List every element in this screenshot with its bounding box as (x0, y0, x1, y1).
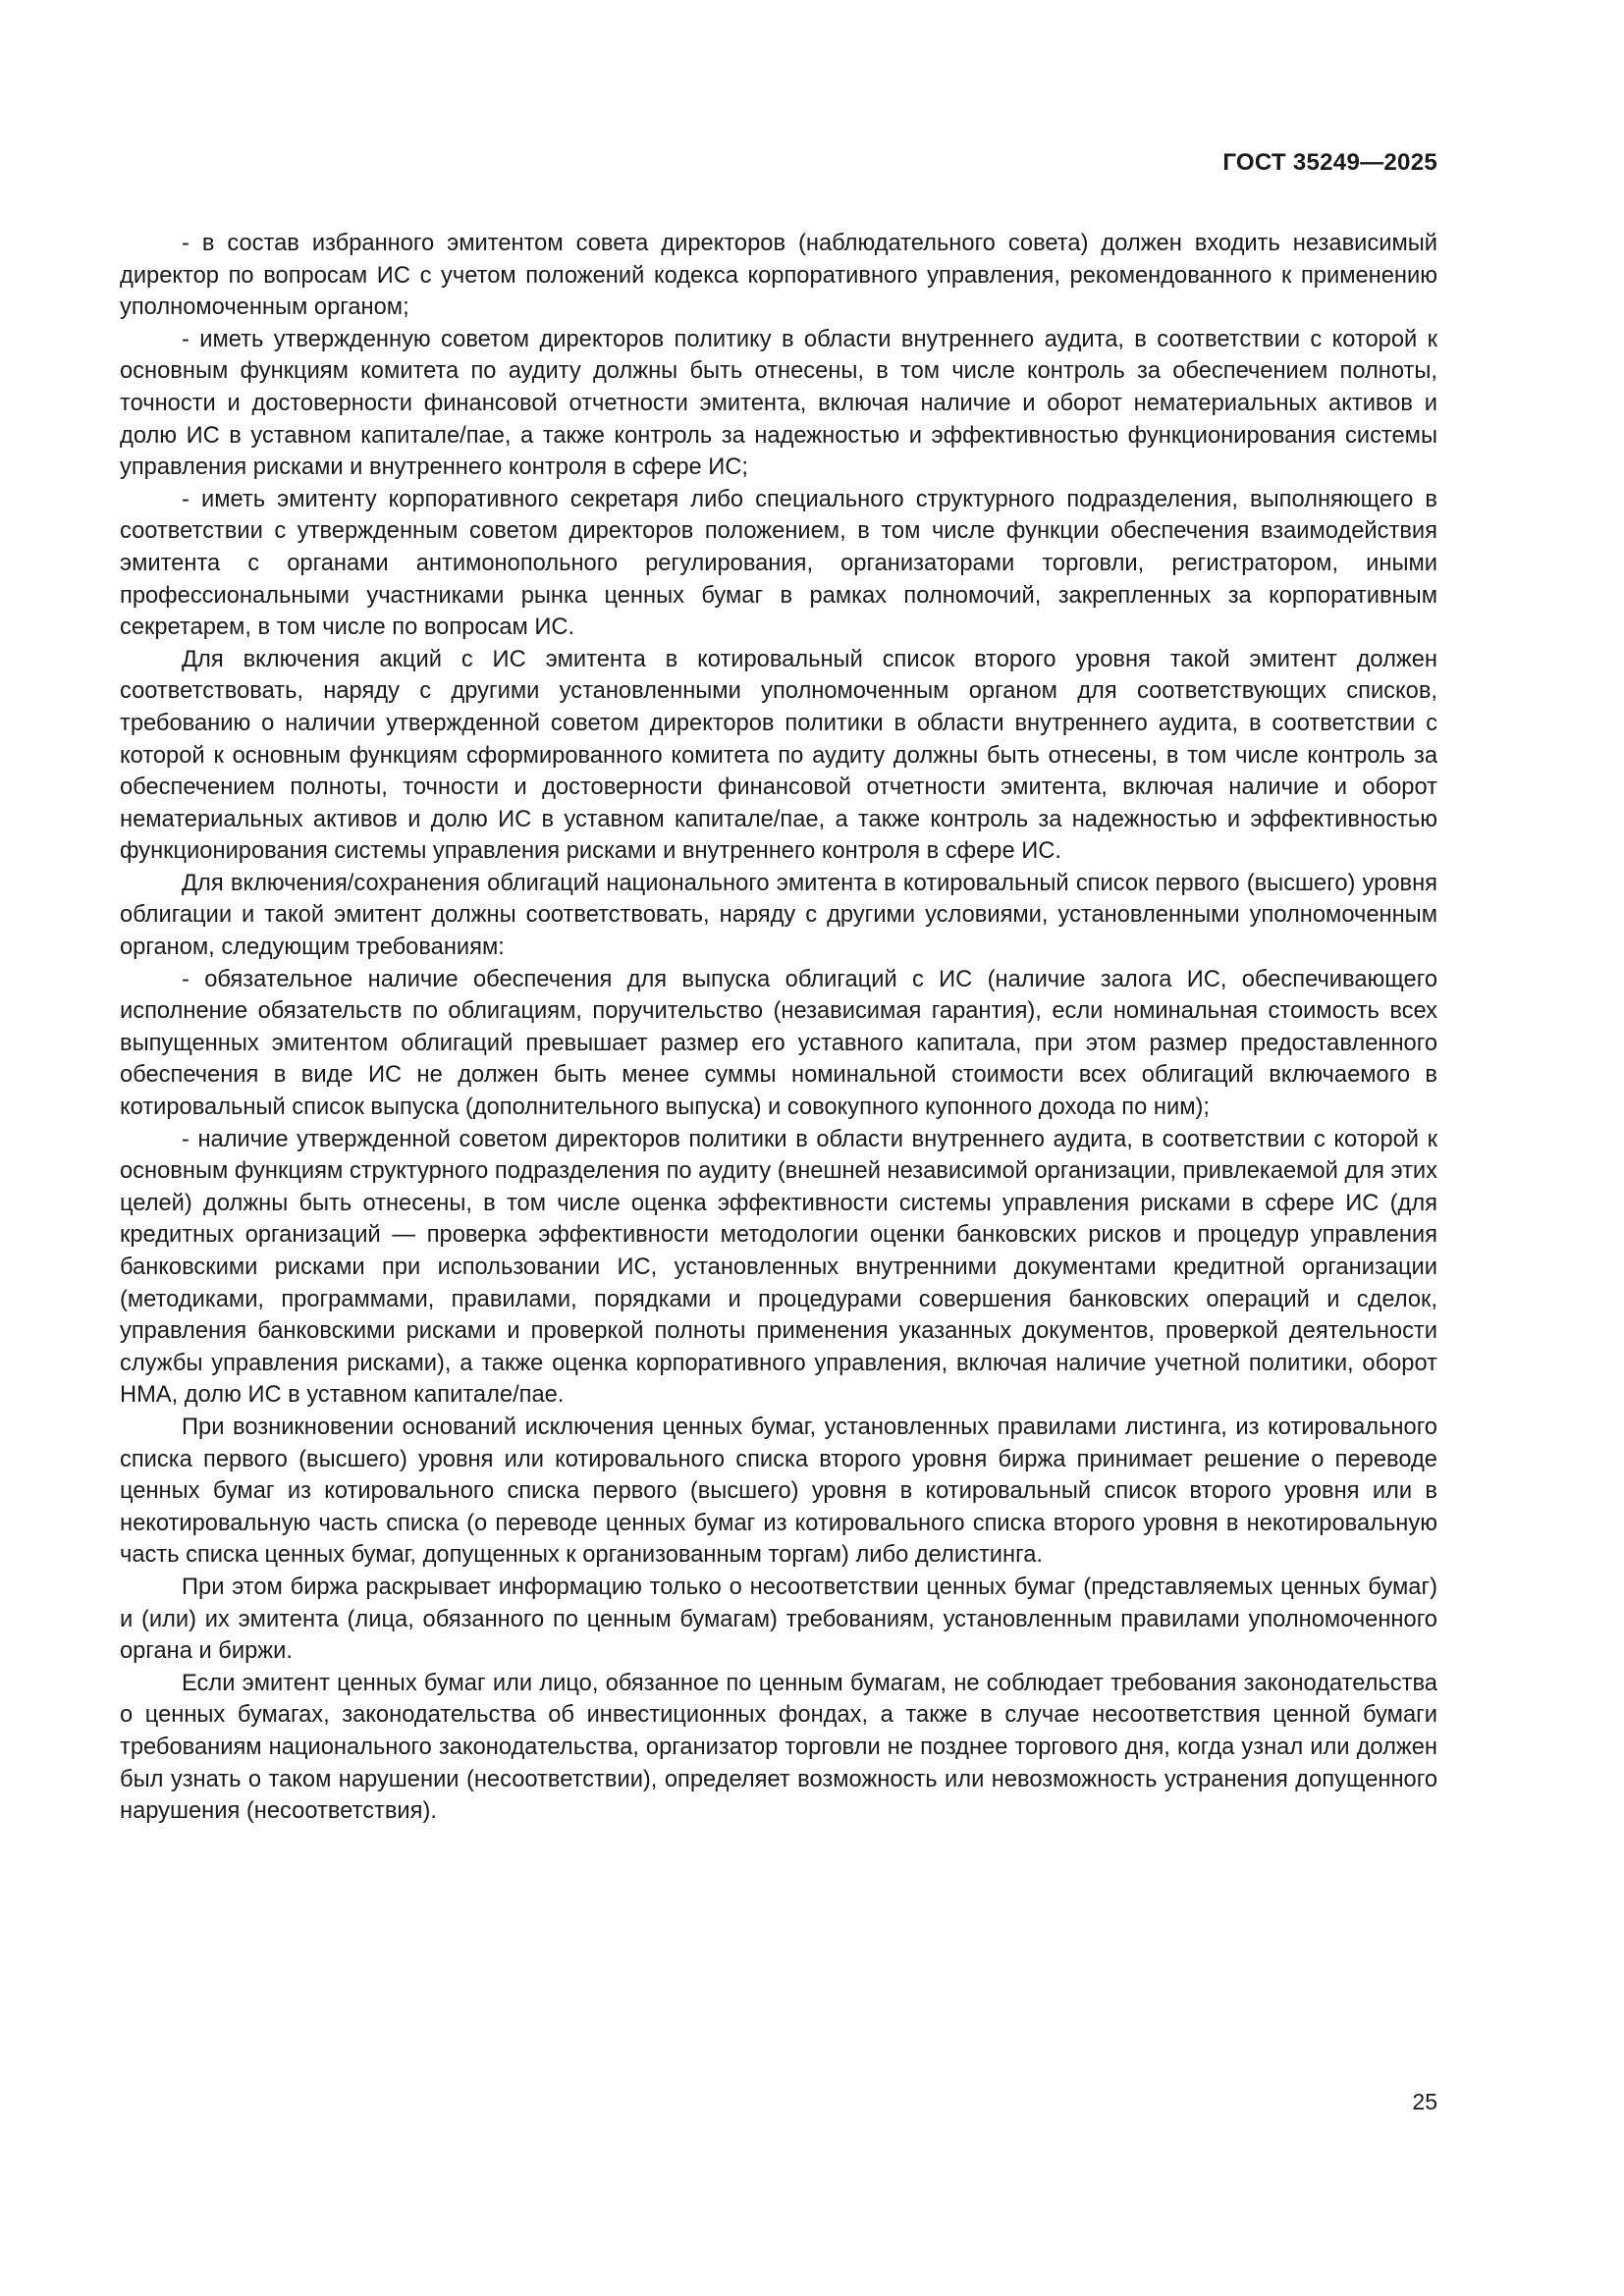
paragraph: - наличие утвержденной советом директоров политики в области внутреннего аудита, в соответствии с которой к основным функциям структурного подразделения по аудиту (внешней независимой организации, привлекаемой для этих целей) должны быть отнесены, в том числе оценка эффективности системы управления рисками в сфере ИС (для кредитных организаций — проверка эффективности методологии оценки банковских рисков и процедур управления банковскими рисками при использовании ИС, установленных внутренними документами кредитной организации (методиками, программами, правилами, порядками и процедурами совершения банковских операций и сделок, управления банковскими рисками и проверкой полноты применения указанных документов, проверкой деятельности службы управления рисками), а также оценка корпоративного управления, включая наличие учетной политики, оборот НМА, долю ИС в уставном капитале/пае. (120, 1126, 1437, 1409)
paragraph: При этом биржа раскрывает информацию только о несоответствии ценных бумаг (представляемых ценных бумаг) и (или) их эмитента (лица, обязанного по ценным бумагам) требованиям, установленным правилами уполномоченного органа и биржи. (120, 1574, 1437, 1665)
paragraph: Для включения акций с ИС эмитента в котировальный список второго уровня такой эмитент должен соответствовать, наряду с другими установленными уполномоченным органом для соответствующих списков, требованию о наличии утвержденной советом директоров политики в области внутреннего аудита, в соответствии с которой к основным функциям сформированного комитета по аудиту должны быть отнесены, в том числе контроль за обеспечением полноты, точности и достоверности финансовой отчетности эмитента, включая наличие и оборот нематериальных активов и долю ИС в уставном капитале/пае, а также контроль за надежностью и эффективностью функционирования системы управления рисками и внутреннего контроля в сфере ИС. (120, 646, 1437, 865)
paragraph: Если эмитент ценных бумаг или лицо, обязанное по ценным бумагам, не соблюдает требования законодательства о ценных бумагах, законодательства об инвестиционных фондах, а также в случае несоответствия ценной бумаги требованиям национального законодательства, организатор торговли не позднее торгового дня, когда узнал или должен был узнать о таком нарушении (несоответствии), определяет возможность или невозможность устранения допущенного нарушения (несоответствия). (120, 1670, 1437, 1825)
paragraph: - иметь утвержденную советом директоров политику в области внутреннего аудита, в соответствии с которой к основным функциям комитета по аудиту должны быть отнесены, в том числе контроль за обеспечением полноты, точности и достоверности финансовой отчетности эмитента, включая наличие и оборот нематериальных активов и долю ИС в уставном капитале/пае, а также контроль за надежностью и эффективностью функционирования системы управления рисками и внутреннего контроля в сфере ИС; (120, 326, 1437, 481)
page-number: 25 (1412, 2089, 1437, 2114)
paragraph: - иметь эмитенту корпоративного секретаря либо специального структурного подразделения, выполняющего в соответствии с утвержденным советом директоров положением, в том числе функции обеспечения взаимодействия эмитента с органами антимонопольного регулирования, организаторами торговли, регистратором, иными профессиональными участниками рынка ценных бумаг в рамках полномочий, закрепленных за корпоративным секретарем, в том числе по вопросам ИС. (120, 486, 1437, 641)
paragraph: При возникновении оснований исключения ценных бумаг, установленных правилами листинга, из котировального списка первого (высшего) уровня или котировального списка второго уровня биржа принимает решение о переводе ценных бумаг из котировального списка первого (высшего) уровня в котировальный список второго уровня или в некотировальную часть списка (о переводе ценных бумаг из котировального списка второго уровня в некотировальную часть списка ценных бумаг, допущенных к организованным торгам) либо делистинга. (120, 1414, 1437, 1569)
standard-code-header: ГОСТ 35249—2025 (1222, 149, 1437, 176)
paragraph: - в состав избранного эмитентом совета директоров (наблюдательного совета) должен входить независимый директор по вопросам ИС с учетом положений кодекса корпоративного управления, рекомендованного к применению уполномоченным органом; (120, 231, 1437, 321)
paragraph: Для включения/сохранения облигаций национального эмитента в котировальный список первого (высшего) уровня облигации и такой эмитент должны соответствовать, наряду с другими условиями, установленными уполномоченным органом, следующим требованиям: (120, 870, 1437, 961)
paragraph: - обязательное наличие обеспечения для выпуска облигаций с ИС (наличие залога ИС, обеспечивающего исполнение обязательств по облигациям, поручительство (независимая гарантия), если номинальная стоимость всех выпущенных эмитентом облигаций превышает размер его уставного капитала, при этом размер предоставленного обеспечения в виде ИС не должен быть менее суммы номинальной стоимости всех облигаций включаемого в котировальный список выпуска (дополнительного выпуска) и совокупного купонного дохода по ним); (120, 966, 1437, 1121)
document-body (120, 228, 1437, 1828)
